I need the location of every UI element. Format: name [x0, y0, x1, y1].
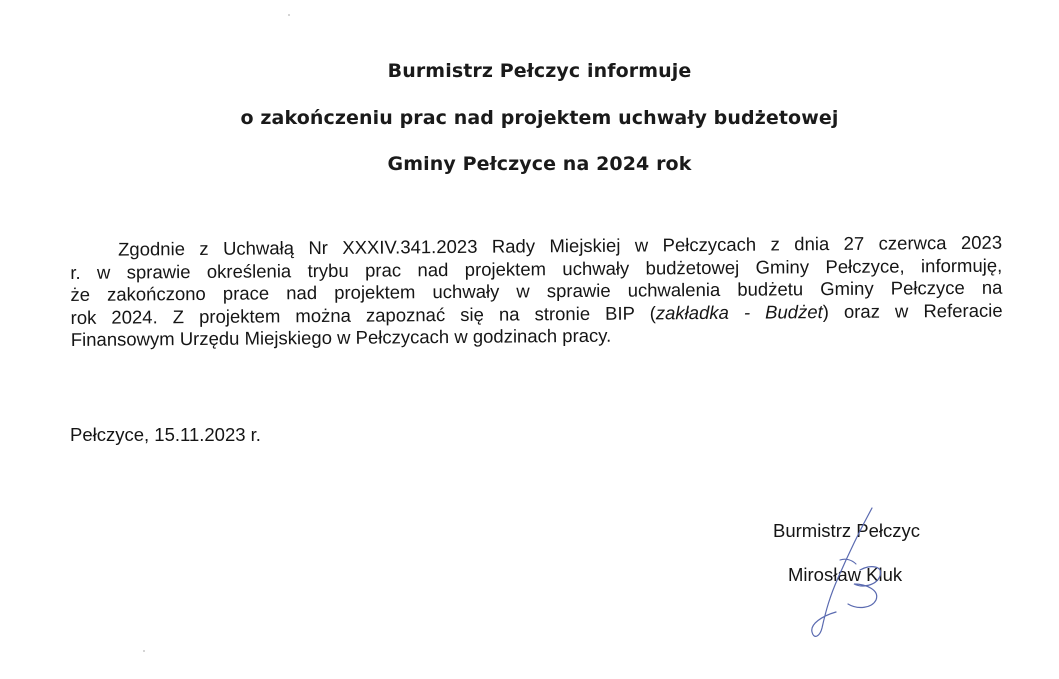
- heading-line-3: Gminy Pełczyce na 2024 rok: [387, 153, 692, 175]
- scan-speck: [143, 650, 145, 652]
- body-line-4-start: rok 2024. Z projektem można zapoznać się na stronie BIP (: [70, 301, 656, 328]
- body-line-4-end: ) oraz w Referacie: [822, 299, 1003, 322]
- scan-speck: [288, 14, 290, 16]
- heading-line-2: o zakończeniu prac nad projektem uchwały budżetowej: [240, 107, 839, 129]
- body-line-1: Zgodnie z Uchwałą Nr XXXIV.341.2023 Rady Miejskiej w Pełczycach z dnia 27 czerwca 2023: [117, 231, 1003, 260]
- signature-title: Burmistrz Pełczyc: [773, 520, 920, 541]
- signature-name: Mirosław Kluk: [788, 564, 903, 585]
- heading-line-1: Burmistrz Pełczyc informuje: [387, 60, 692, 82]
- body-line-2: r. w sprawie określenia trybu prac nad projektem uchwały budżetowej Gminy Pełczyce, informuję,: [70, 254, 1003, 283]
- bip-tab-reference: zakładka - Budżet: [655, 300, 823, 323]
- body-paragraph: [70, 232, 1003, 352]
- body-line-3: że zakończono prace nad projektem uchwały w sprawie uchwalenia budżetu Gminy Pełczyce na: [70, 276, 1003, 305]
- body-line-5: Finansowym Urzędu Miejskiego w Pełczycach w godzinach pracy.: [70, 324, 612, 350]
- handwritten-signature: [800, 500, 910, 650]
- place-and-date: Pełczyce, 15.11.2023 r.: [70, 424, 261, 445]
